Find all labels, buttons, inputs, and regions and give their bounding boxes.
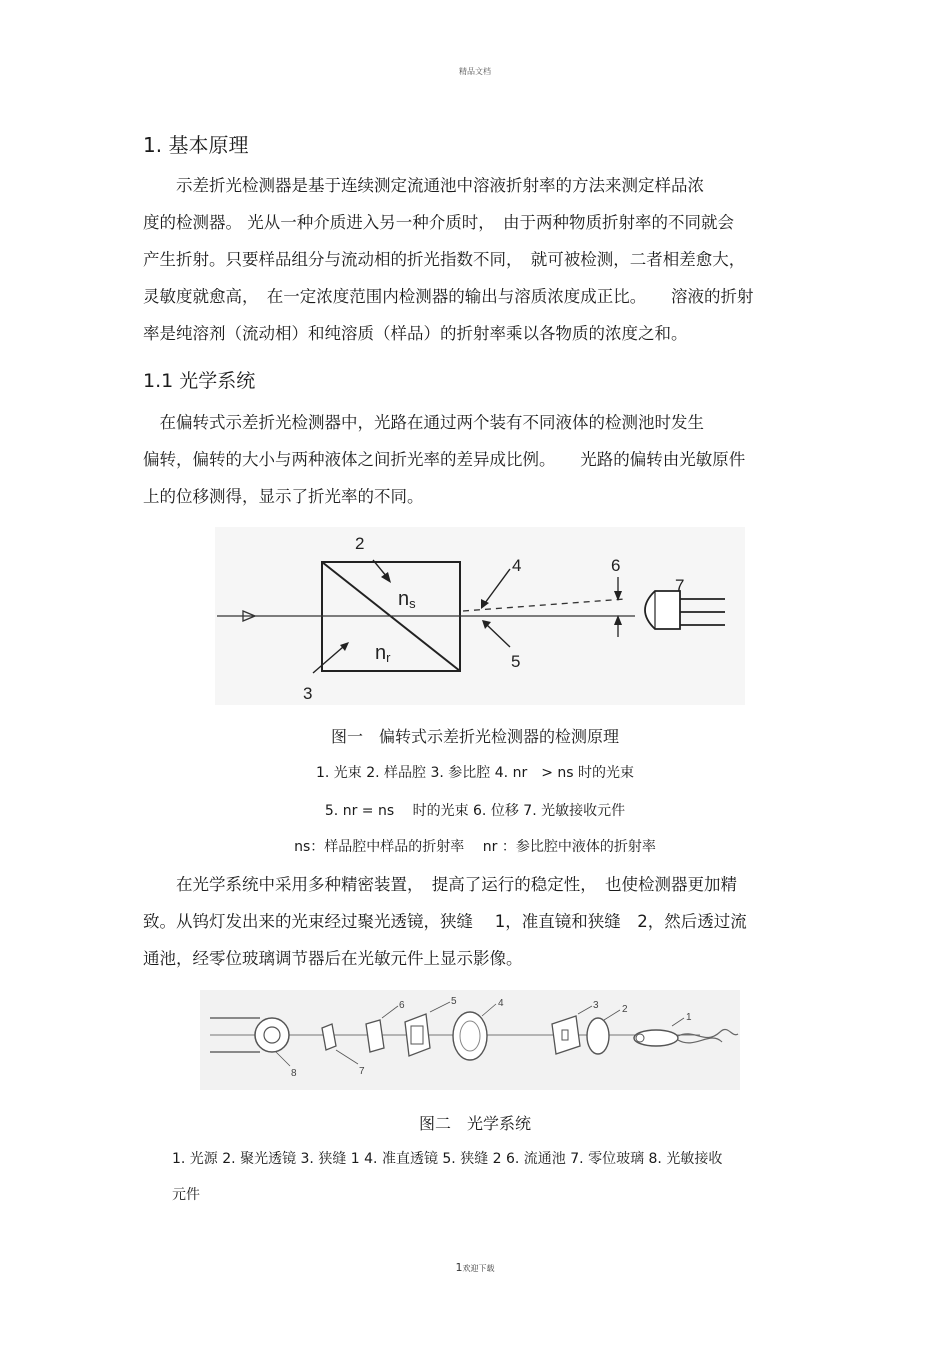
footer-text: 欢迎下载 — [462, 1264, 495, 1273]
label-4: 4 — [512, 556, 522, 575]
photosensor-body — [645, 591, 680, 629]
label-7: 7 — [675, 576, 685, 595]
paragraph-deflection — [143, 404, 808, 515]
section-heading-basic-principle: 1. 基本原理 — [143, 133, 249, 157]
label-7: 7 — [359, 1066, 365, 1077]
section-heading-optical-system: 1.1 光学系统 — [143, 370, 256, 392]
flow-cell — [366, 1020, 384, 1052]
photosensor-element — [255, 1018, 289, 1052]
label-ns: ns — [398, 588, 416, 611]
slit-2 — [405, 1014, 430, 1056]
paragraph-optical-components — [143, 866, 808, 977]
text-line: 率是纯溶剂（流动相）和纯溶质（样品）的折射率乘以各物质的浓度之和。 — [143, 324, 688, 343]
label-2: 2 — [355, 534, 365, 553]
page-footer — [0, 1261, 950, 1274]
lamp-light-source — [634, 1030, 678, 1046]
label-6: 6 — [399, 1000, 405, 1011]
paragraph-principle — [143, 167, 808, 352]
label-nr: nr — [375, 642, 391, 665]
figure2-caption: 图二 光学系统 — [418, 1114, 531, 1133]
text-line: 致。从钨灯发出来的光束经过聚光透镜，狭缝 1，准直镜和狭缝 2，然后透过流 — [143, 912, 747, 931]
figure1-legend-line: 1. 光束 2. 样品腔 3. 参比腔 4. nr > ns 时的光束 — [315, 765, 634, 781]
text-line: 在光学系统中采用多种精密装置， 提高了运行的稳定性， 也使检测器更加精 — [143, 875, 737, 894]
collimating-lens — [453, 1012, 487, 1060]
label-5: 5 — [451, 996, 457, 1007]
text-line: 上的位移测得，显示了折光率的不同。 — [143, 487, 424, 506]
text-line: 产生折射。只要样品组分与流动相的折光指数不同， 就可被检测，二者相差愈大， — [143, 250, 746, 269]
figure2-legend — [172, 1141, 812, 1213]
condenser-lens — [587, 1018, 609, 1054]
label-3: 3 — [303, 684, 313, 703]
text-line: 度的检测器。 光从一种介质进入另一种介质时， 由于两种物质折射率的不同就会 — [143, 213, 734, 232]
label-3: 3 — [593, 1000, 599, 1011]
label-8: 8 — [291, 1068, 297, 1079]
text-line: 通池，经零位玻璃调节器后在光敏元件上显示影像。 — [143, 949, 523, 968]
label-5: 5 — [511, 652, 521, 671]
text-line: 偏转，偏转的大小与两种液体之间折光率的差异成比例。 光路的偏转由光敏原件 — [143, 450, 746, 469]
figure-deflection-diagram — [215, 527, 745, 705]
text-line: 在偏转式示差折光检测器中，光路在通过两个装有不同液体的检测池时发生 — [143, 413, 704, 432]
figure-optical-system — [200, 990, 740, 1090]
page-header: 精品文档 — [459, 67, 491, 76]
label-6: 6 — [611, 556, 621, 575]
page-number: 1 — [455, 1261, 463, 1274]
label-1: 1 — [686, 1012, 692, 1023]
legend-line: 元件 — [172, 1187, 200, 1203]
text-line: 灵敏度就愈高， 在一定浓度范围内检测器的输出与溶质浓度成正比。 溶液的折射 — [143, 287, 754, 306]
label-2: 2 — [622, 1004, 628, 1015]
label-4: 4 — [498, 998, 504, 1009]
legend-line: 1. 光源 2. 聚光透镜 3. 狭缝 1 4. 准直透镜 5. 狭缝 2 6. 流通池 7. 零位玻璃 8. 光敏接收 — [172, 1151, 723, 1167]
figure1-legend-line: 5. nr = ns 时的光束 6. 位移 7. 光敏接收元件 — [324, 803, 626, 819]
text-line: 示差折光检测器是基于连续测定流通池中溶液折射率的方法来测定样品浓 — [143, 176, 704, 195]
figure1-legend-line: ns：样品腔中样品的折射率 nr ：参比腔中液体的折射率 — [294, 839, 656, 855]
figure1-caption: 图一 偏转式示差折光检测器的检测原理 — [330, 727, 619, 746]
